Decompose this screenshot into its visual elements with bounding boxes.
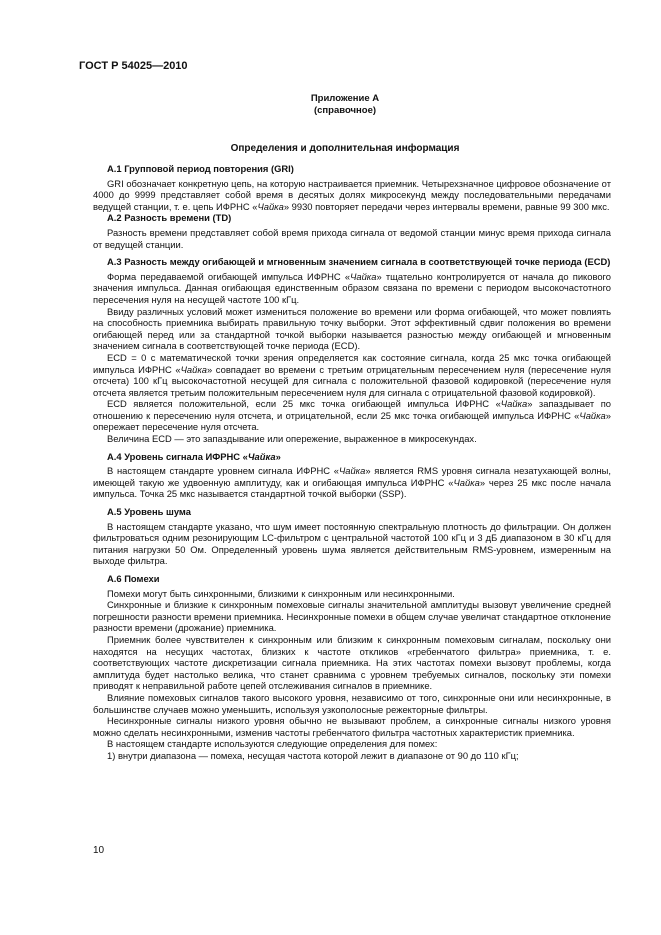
appendix-subtitle: (справочное)	[313, 105, 377, 116]
document-body	[93, 163, 611, 762]
section-a6-paragraph-4: Влияние помеховых сигналов такого высокого уровня, независимо от того, синхронные они или несинхронные, в большинстве случаев можно уменьшить, используя узкополосные режекторные фильтры.	[93, 691, 611, 715]
section-a3-paragraph-4: ECD является положительной, если 25 мкс точка огибающей импульса ИФРНС «Чайка» запаздывает по отношению к пересечению нуля отсчета, и отрицательной, если 25 мкс точка огибающей импульса ИФРНС «Чайка» опережает пересечение нуля отсчета.	[93, 398, 611, 433]
section-a3-paragraph-3: ECD = 0 с математической точки зрения определяется как состояние сигнала, когда 25 мкс точка огибающей импульса ИФРНС «Чайка» совпадает во времени с третьим отрицательным пересечением нуля (пересечение нуля отсчета) 100 кГц высокочастотной несущей для сигнала с положительной фазовой кодировкой (пересечение нуля отсчета является третьим положительным пересечением нуля для сигнала с отрицательной фазовой кодировкой).	[93, 351, 611, 398]
section-a6-paragraph-6: В настоящем стандарте используются следующие определения для помех:	[107, 738, 438, 750]
section-a3-paragraph-2: Ввиду различных условий может измениться положение во времени или форма огибающей, что может повлиять на способность приемника выбирать правильную точку выборки. Этот эффективный сдвиг положения во времени огибающей перед или за стандартной точкой выборки называется разностью между огибающей и мгновенным значением сигнала в соответствующей точке периода (ECD).	[93, 305, 611, 352]
section-a2-title: А.2 Разность времени (TD)	[107, 212, 232, 224]
appendix-title: Приложение А	[310, 93, 380, 104]
page-number: 10	[93, 845, 105, 856]
section-a6-paragraph-3: Приемник более чувствителен к синхронным или близким к синхронным помеховым сигналам, поскольку они находятся на несущих частотах, близких к частоте откликов «гребенчатого фильтра» приемника, т. е. соответствующих частоте дискретизации сигнала приемника. На этих частотах помехи вызовут проблемы, когда амплитуда будет настолько велика, что станет сравнима с уровнем требуемых сигналов, поскольку эти помехи приводят к неправильной работе цепей отслеживания сигналов в приемнике.	[93, 633, 611, 692]
section-a4-title: А.4 Уровень сигнала ИФРНС «Чайка»	[107, 450, 281, 462]
section-a5-paragraph: В настоящем стандарте указано, что шум имеет постоянную спектральную плотность до фильтрации. Он должен фильтроваться одним резонирующим LC-фильтром с центральной частотой 100 кГц и 3 дБ диапазоном в 30 кГц для питания нагрузки 50 Ом. Определенный уровень шума является действительным RMS-уровнем, измеренным на выходе фильтра.	[93, 520, 611, 567]
section-a4-paragraph: В настоящем стандарте уровнем сигнала ИФРНС «Чайка» является RMS уровня сигнала незатухающей волны, имеющей такую же удвоенную амплитуду, как и огибающая импульса ИФРНС «Чайка» через 25 мкс после начала импульса. Точка 25 мкс называется стандартной точкой выборки (SSP).	[93, 465, 611, 500]
section-a6-paragraph-1: Помехи могут быть синхронными, близкими к синхронным или несинхронными.	[107, 587, 455, 599]
appendix-heading	[79, 93, 611, 117]
section-a6-title: А.6 Помехи	[107, 573, 160, 584]
section-a1-paragraph: GRI обозначает конкретную цепь, на которую настраивается приемник. Четырехзначное цифровое обозначение от 4000 до 9999 представляет собой время в десятых долях микросекунд между последовательными передачами ведущей станции, т. е. цепь ИФРНС «Чайка» 9930 повторяет передачи через интервалы времени, равные 99 300 мкс.	[93, 177, 611, 212]
section-a1-title: А.1 Групповой период повторения (GRI)	[107, 163, 294, 174]
section-a6-paragraph-5: Несинхронные сигналы низкого уровня обычно не вызывают проблем, а синхронные сигналы низкого уровня можно сделать несинхронными, изменив частоты гребенчатого фильтра частотных характеристик приемника.	[93, 715, 611, 738]
section-a5-title: А.5 Уровень шума	[107, 506, 191, 518]
section-a3-title: А.3 Разность между огибающей и мгновенным значением сигнала в соответствующей точке периода (ECD)	[107, 256, 611, 268]
section-a3-paragraph-1: Форма передаваемой огибающей импульса ИФРНС «Чайка» тщательно контролируется от начала до пикового значения импульса. Данная огибающая единственным образом связана по времени с периодом высокочастотного пересечения нуля на несущей частоте 100 кГц.	[93, 270, 611, 305]
section-a2-paragraph: Разность времени представляет собой время прихода сигнала от ведомой станции минус время прихода сигнала от ведущей станции.	[93, 226, 611, 250]
main-title: Определения и дополнительная информация	[230, 143, 460, 154]
document-code: ГОСТ Р 54025—2010	[79, 60, 188, 72]
section-a6-list-item-1: 1) внутри диапазона — помеха, несущая частота которой лежит в диапазоне от 90 до 110 кГц;	[107, 749, 519, 761]
section-a3-paragraph-5: Величина ECD — это запаздывание или опережение, выраженное в микросекундах.	[107, 433, 477, 445]
section-a6-paragraph-2: Синхронные и близкие к синхронным помеховые сигналы значительной амплитуды вызовут увеличение средней погрешности разности времени приемника. Несинхронные помехи в общем случае увеличат стандартное отклонение разности времени (дрожание) приемника.	[93, 599, 611, 634]
